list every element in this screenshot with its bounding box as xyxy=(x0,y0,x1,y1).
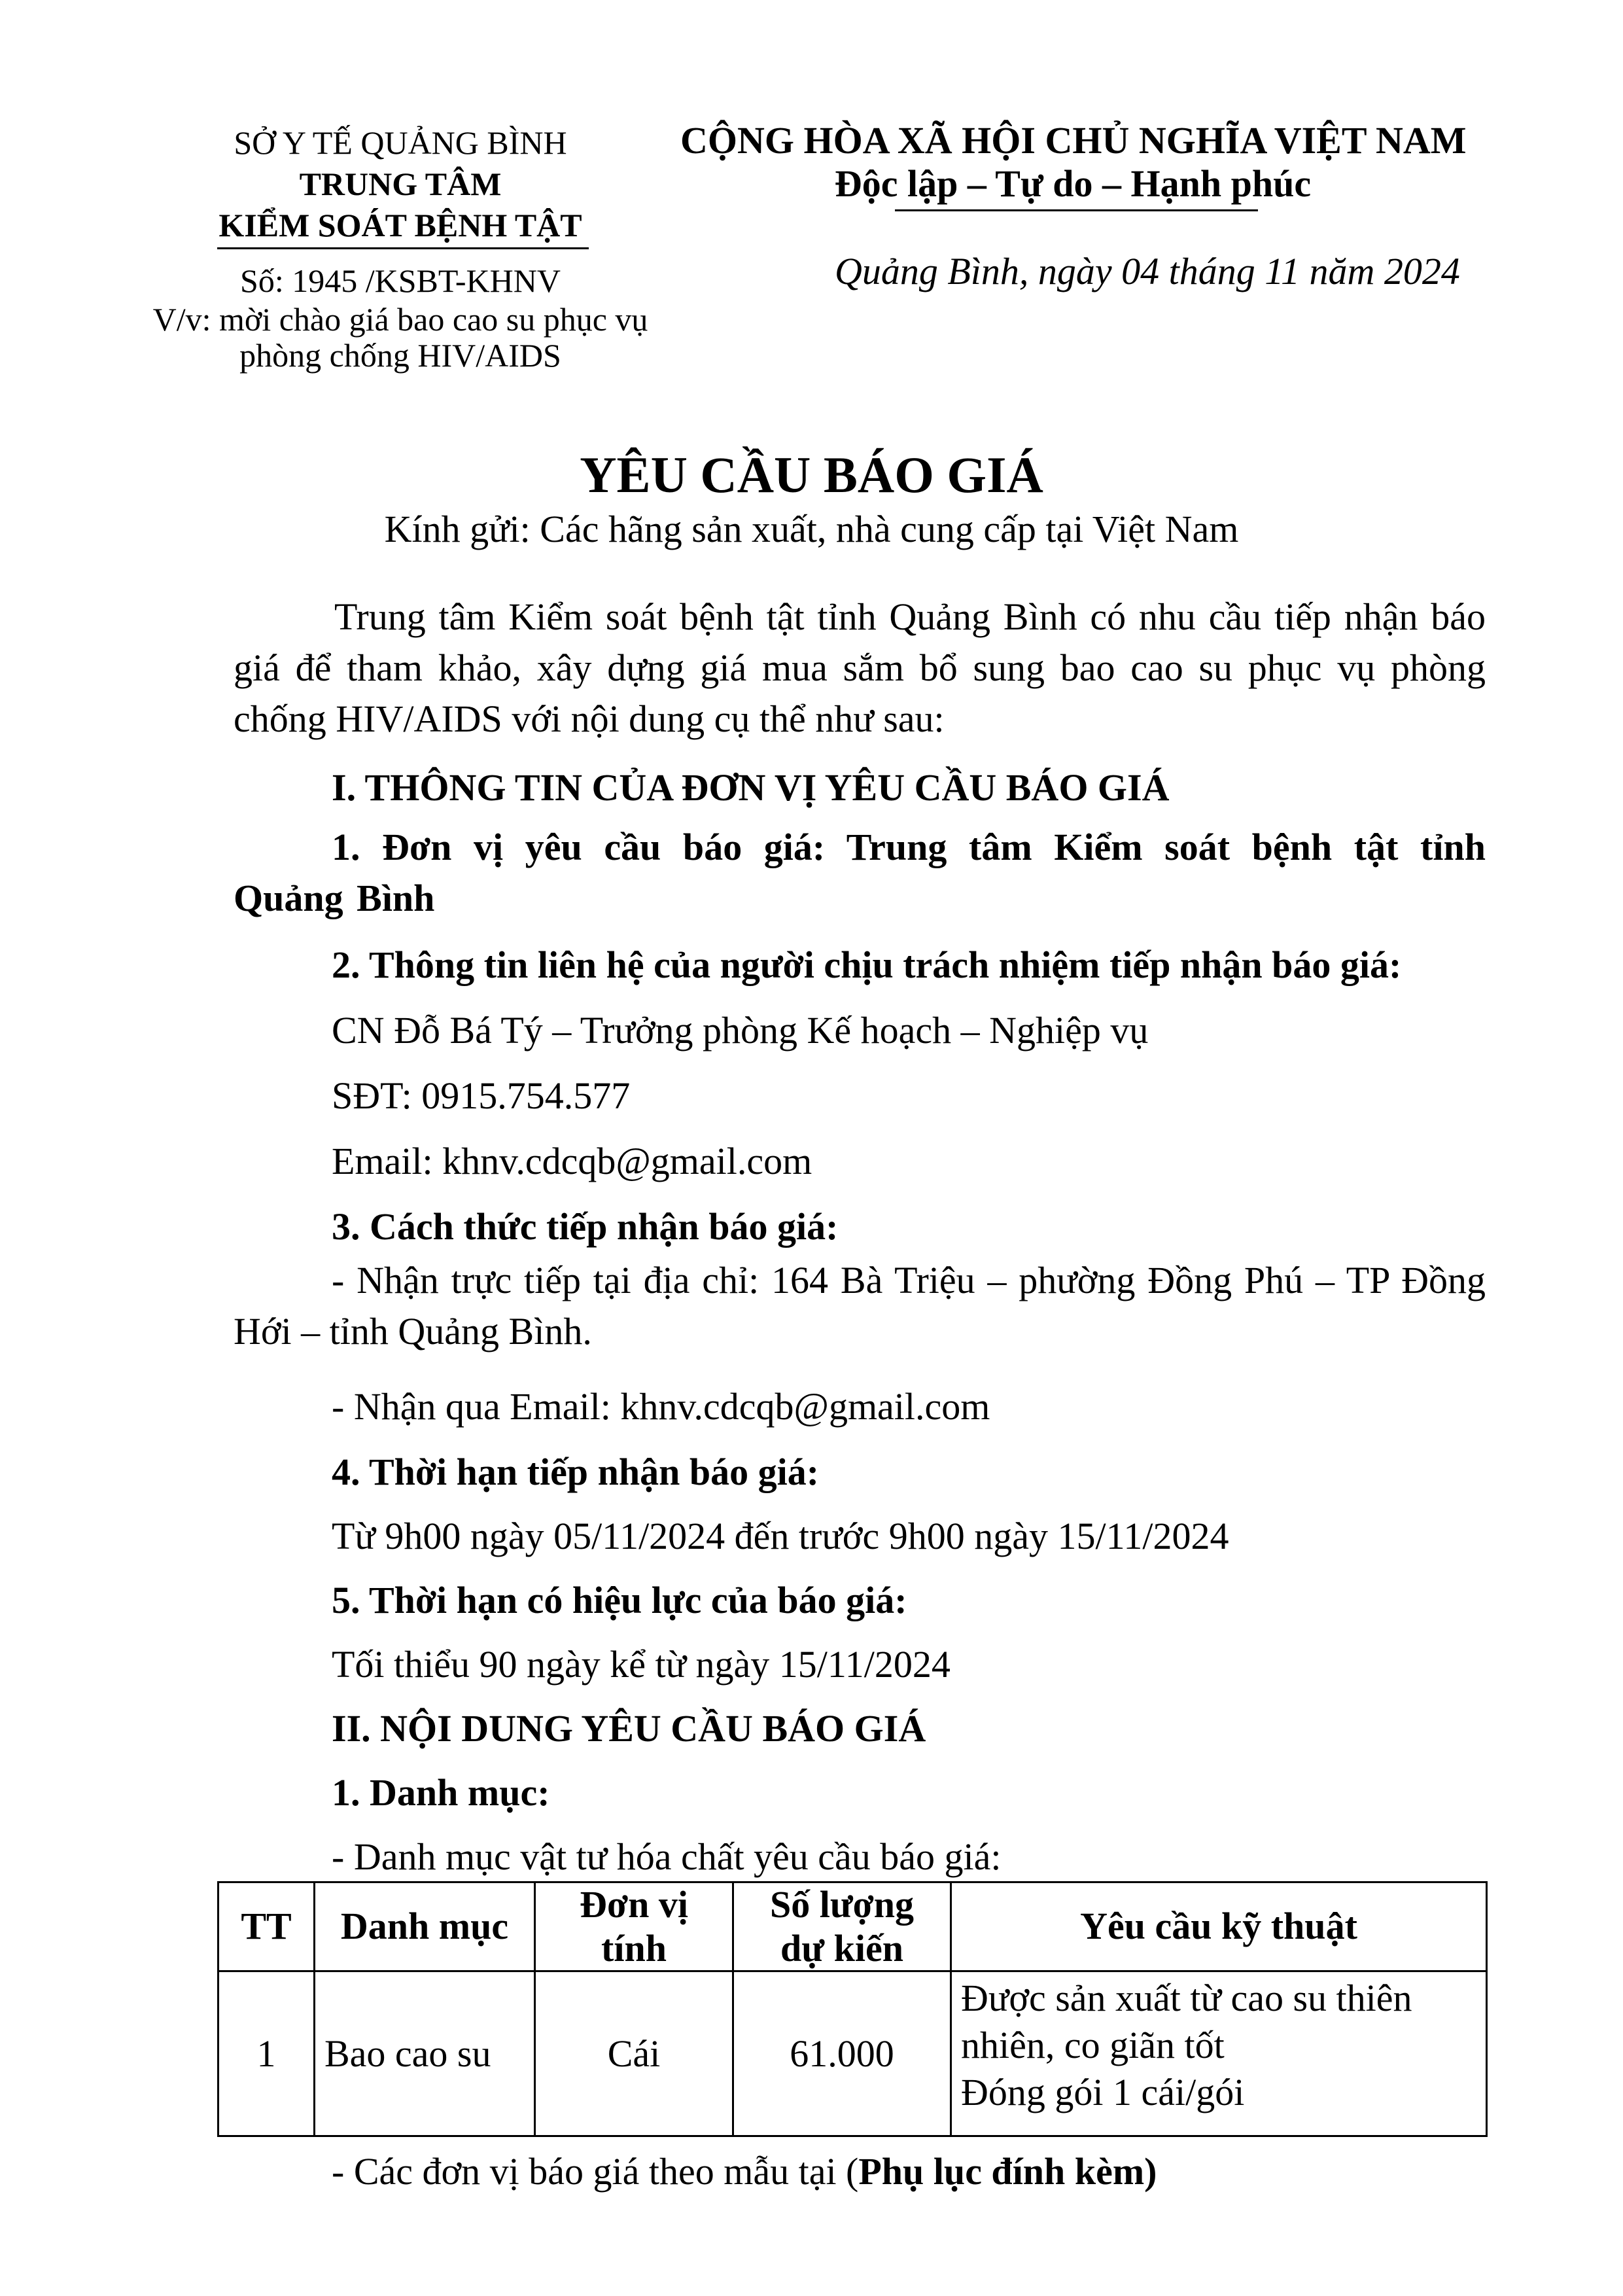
validity-heading: 5. Thời hạn có hiệu lực của báo giá: xyxy=(332,1579,907,1621)
agency-name: SỞ Y TẾ QUẢNG BÌNH xyxy=(234,124,567,161)
contact-heading: 2. Thông tin liên hệ của người chịu trách nhiệm tiếp nhận báo giá: xyxy=(332,944,1402,986)
requesting-unit: 1. Đơn vị yêu cầu báo giá: Trung tâm Kiểm soát bệnh tật tỉnh Quảng Bình xyxy=(234,826,1486,919)
receive-method-heading: 3. Cách thức tiếp nhận báo giá: xyxy=(332,1205,839,1248)
motto-underline xyxy=(895,209,1258,211)
col-header-name: Danh mục xyxy=(315,1882,535,1971)
col-header-qty xyxy=(733,1882,951,1971)
col-header-qty-line2: dự kiến xyxy=(780,1926,903,1969)
section1-heading: I. THÔNG TIN CỦA ĐƠN VỊ YÊU CẦU BÁO GIÁ xyxy=(332,766,1170,809)
table-header-row xyxy=(218,1882,1487,1971)
catalog-intro: - Danh mục vật tư hóa chất yêu cầu báo giá: xyxy=(332,1835,1002,1878)
section2-heading: II. NỘI DUNG YÊU CẦU BÁO GIÁ xyxy=(332,1707,926,1750)
catalog-heading: 1. Danh mục: xyxy=(332,1771,550,1814)
spec-line1: Được sản xuất từ cao su thiên xyxy=(961,1977,1412,2020)
spec-line2: nhiên, co giãn tốt xyxy=(961,2024,1225,2067)
org-name-line2: KIỂM SOÁT BỆNH TẬT xyxy=(218,207,582,243)
deadline-heading: 4. Thời hạn tiếp nhận báo giá: xyxy=(332,1451,820,1493)
appendix-reference: Phụ lục đính kèm) xyxy=(858,2150,1157,2193)
org-underline xyxy=(217,247,589,249)
contact-phone: SĐT: 0915.754.577 xyxy=(332,1074,631,1117)
items-table xyxy=(217,1881,1488,2137)
spec-line3: Đóng gói 1 cái/gói xyxy=(961,2071,1245,2114)
receive-direct: - Nhận trực tiếp tại địa chỉ: 164 Bà Triệu – phường Đồng Phú – TP Đồng Hới – tỉnh Quảng Bình. xyxy=(234,1259,1486,1352)
country-name: CỘNG HÒA XÃ HỘI CHỦ NGHĨA VIỆT NAM xyxy=(680,119,1467,162)
cell-spec xyxy=(951,1971,1487,2136)
col-header-qty-line1: Số lượng xyxy=(769,1883,915,1926)
note-prefix: - Các đơn vị báo giá theo mẫu tại ( xyxy=(332,2150,859,2193)
cell-tt: 1 xyxy=(218,1971,315,2136)
intro-paragraph: Trung tâm Kiểm soát bệnh tật tỉnh Quảng Bình có nhu cầu tiếp nhận báo giá để tham khảo, xây dựng giá mua sắm bổ sung bao cao su phục vụ phòng chống HIV/AIDS với nội dung cụ thể như sau: xyxy=(234,595,1486,740)
quote-template-note xyxy=(332,2150,1157,2193)
place-date: Quảng Bình, ngày 04 tháng 11 năm 2024 xyxy=(835,250,1460,292)
subject-line2: phòng chống HIV/AIDS xyxy=(239,337,561,374)
subject-line1: V/v: mời chào giá bao cao su phục vụ xyxy=(152,301,648,338)
table-row xyxy=(218,1971,1487,2136)
col-header-spec: Yêu cầu kỹ thuật xyxy=(951,1882,1487,1971)
col-header-unit xyxy=(535,1882,733,1971)
contact-email: Email: khnv.cdcqb@gmail.com xyxy=(332,1140,812,1182)
validity-text: Tối thiểu 90 ngày kể từ ngày 15/11/2024 xyxy=(332,1643,951,1686)
col-header-unit-line1: Đơn vị xyxy=(580,1883,688,1926)
recipient-line: Kính gửi: Các hãng sản xuất, nhà cung cấp tại Việt Nam xyxy=(384,508,1239,550)
document-title: YÊU CẦU BÁO GIÁ xyxy=(580,446,1043,503)
receive-email: - Nhận qua Email: khnv.cdcqb@gmail.com xyxy=(332,1385,990,1428)
national-motto: Độc lập – Tự do – Hạnh phúc xyxy=(834,162,1312,205)
deadline-text: Từ 9h00 ngày 05/11/2024 đến trước 9h00 ngày 15/11/2024 xyxy=(332,1515,1229,1557)
contact-name: CN Đỗ Bá Tý – Trưởng phòng Kế hoạch – Nghiệp vụ xyxy=(332,1009,1149,1051)
col-header-unit-line2: tính xyxy=(601,1926,667,1969)
col-header-tt: TT xyxy=(218,1882,315,1971)
cell-qty: 61.000 xyxy=(733,1971,951,2136)
cell-unit: Cái xyxy=(535,1971,733,2136)
cell-name: Bao cao su xyxy=(315,1971,535,2136)
document-number: Số: 1945 /KSBT-KHNV xyxy=(240,262,561,299)
org-name-line1: TRUNG TÂM xyxy=(299,166,502,202)
